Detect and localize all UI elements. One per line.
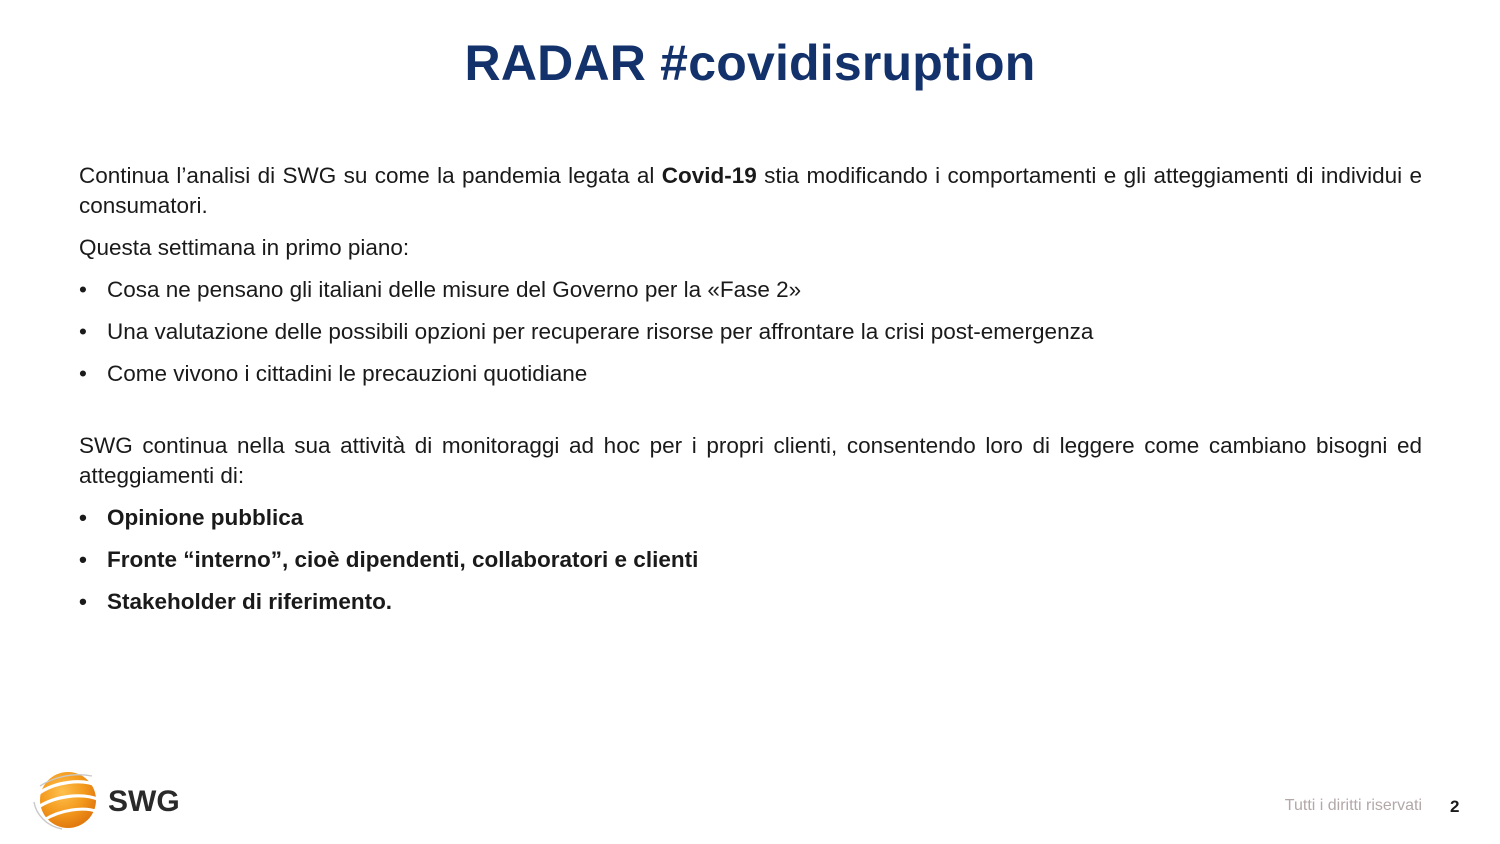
- list-item: [79, 275, 1422, 305]
- monitor-item-label: Opinione pubblica: [107, 505, 304, 530]
- bullet-icon: •: [79, 589, 87, 614]
- list-item: [79, 503, 1422, 533]
- slide-content: [79, 161, 1422, 617]
- bullet-icon: •: [79, 361, 87, 386]
- focus-item-label: Come vivono i cittadini le precauzioni quotidiane: [107, 361, 588, 386]
- intro-text-before: Continua l’analisi di SWG su come la pandemia legata al: [79, 163, 662, 188]
- bullet-icon: •: [79, 277, 87, 302]
- focus-list: [79, 275, 1422, 389]
- list-item: [79, 359, 1422, 389]
- spacer: [79, 389, 1422, 431]
- monitor-item-label: Fronte “interno”, cioè dipendenti, collaboratori e clienti: [107, 547, 699, 572]
- intro-text-bold: Covid-19: [661, 163, 757, 188]
- list-item: [79, 587, 1422, 617]
- bullet-icon: •: [79, 319, 87, 344]
- monitor-item-label: Stakeholder di riferimento.: [107, 589, 393, 614]
- monitor-paragraph: SWG continua nella sua attività di monitoraggi ad hoc per i propri clienti, consentendo loro di leggere come cambiano bisogni ed atteggiamenti di:: [79, 433, 1422, 488]
- logo-text: SWG: [108, 785, 180, 818]
- focus-item-label: Cosa ne pensano gli italiani delle misure del Governo per la «Fase 2»: [107, 277, 802, 302]
- list-item: [79, 317, 1422, 347]
- globe-icon: [34, 772, 100, 829]
- page-number: 2: [1450, 797, 1460, 816]
- intro-text-after: stia modificando i comportamenti e gli atteggiamenti di individui e consumatori.: [79, 163, 1422, 218]
- copyright-notice: Tutti i diritti riservati: [1284, 797, 1422, 814]
- slide-title: RADAR #covidisruption: [464, 35, 1036, 91]
- intro-paragraph: [79, 161, 1422, 221]
- swg-logo: [32, 768, 192, 832]
- bullet-icon: •: [79, 547, 87, 572]
- monitor-list: [79, 503, 1422, 617]
- focus-item-label: Una valutazione delle possibili opzioni per recuperare risorse per affrontare la crisi post-emergenza: [107, 319, 1094, 344]
- bullet-icon: •: [79, 505, 87, 530]
- focus-heading: Questa settimana in primo piano:: [79, 235, 410, 260]
- list-item: [79, 545, 1422, 575]
